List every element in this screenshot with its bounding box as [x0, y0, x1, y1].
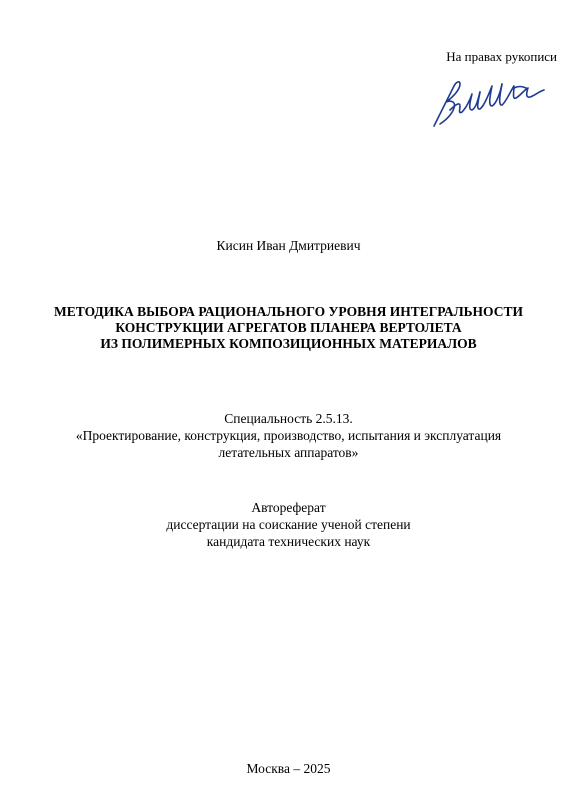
specialty	[0, 410, 577, 461]
city-year: Москва – 2025	[246, 761, 331, 776]
title-line: ИЗ ПОЛИМЕРНЫХ КОМПОЗИЦИОННЫХ МАТЕРИАЛОВ	[100, 336, 477, 351]
specialty-line: летательных аппаратов»	[218, 445, 359, 460]
abstract-line: диссертации на соискание ученой степени	[166, 517, 411, 532]
author-signature	[430, 76, 548, 130]
abstract-line: кандидата технических наук	[206, 534, 371, 549]
specialty-line: Специальность 2.5.13.	[224, 411, 353, 426]
title-line: КОНСТРУКЦИИ АГРЕГАТОВ ПЛАНЕРА ВЕРТОЛЕТА	[115, 320, 462, 335]
author-name: Кисин Иван Дмитриевич	[216, 238, 361, 253]
title-line: МЕТОДИКА ВЫБОРА РАЦИОНАЛЬНОГО УРОВНЯ ИНТЕГРАЛЬНОСТИ	[54, 304, 523, 319]
abstract-line: Автореферат	[251, 500, 326, 515]
specialty-line: «Проектирование, конструкция, производство, испытания и эксплуатация	[75, 428, 502, 443]
dissertation-title	[0, 304, 577, 352]
manuscript-note: На правах рукописи	[446, 49, 557, 64]
abstract-type	[0, 499, 577, 550]
